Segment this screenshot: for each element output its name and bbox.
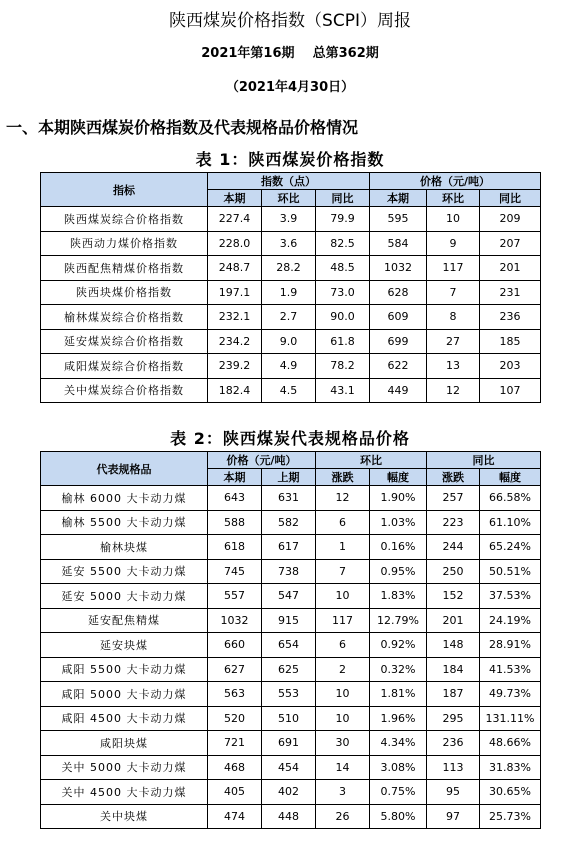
mom-change-cell: 3 xyxy=(316,780,370,805)
price-current-cell: 622 xyxy=(370,354,427,379)
index-current-cell: 248.7 xyxy=(208,256,262,281)
mom-change-cell: 12 xyxy=(316,486,370,511)
yoy-change-cell: 244 xyxy=(427,535,480,560)
index-yoy-cell: 73.0 xyxy=(316,280,370,305)
product-name-cell: 延安块煤 xyxy=(41,633,208,658)
report-title: 陕西煤炭价格指数（SCPI）周报 xyxy=(169,11,411,31)
price-yoy-cell: 107 xyxy=(480,378,541,403)
header-yoy-change: 涨跌 xyxy=(427,469,480,486)
mom-change-cell: 30 xyxy=(316,731,370,756)
yoy-change-cell: 201 xyxy=(427,608,480,633)
mom-pct-cell: 0.32% xyxy=(370,657,427,682)
mom-pct-cell: 1.81% xyxy=(370,682,427,707)
index-current-cell: 197.1 xyxy=(208,280,262,305)
header-index-current: 本期 xyxy=(208,190,262,207)
table-row xyxy=(41,354,541,379)
index-mom-cell: 4.9 xyxy=(262,354,316,379)
yoy-change-cell: 152 xyxy=(427,584,480,609)
indicator-name-cell: 陕西动力煤价格指数 xyxy=(41,231,208,256)
index-yoy-cell: 48.5 xyxy=(316,256,370,281)
table-row xyxy=(41,280,541,305)
index-yoy-cell: 61.8 xyxy=(316,329,370,354)
product-name-cell: 咸阳 5500 大卡动力煤 xyxy=(41,657,208,682)
index-yoy-cell: 82.5 xyxy=(316,231,370,256)
mom-change-cell: 10 xyxy=(316,584,370,609)
price-current-cell: 474 xyxy=(208,804,262,829)
indicator-name-cell: 陕西煤炭综合价格指数 xyxy=(41,207,208,232)
yoy-pct-cell: 131.11% xyxy=(480,706,541,731)
yoy-pct-cell: 49.73% xyxy=(480,682,541,707)
price-prev-cell: 631 xyxy=(262,486,316,511)
index-yoy-cell: 79.9 xyxy=(316,207,370,232)
product-name-cell: 榆林 5500 大卡动力煤 xyxy=(41,510,208,535)
mom-change-cell: 7 xyxy=(316,559,370,584)
issue-number: 2021年第16期 总第362期 xyxy=(201,46,379,61)
price-current-cell: 588 xyxy=(208,510,262,535)
price-yoy-cell: 185 xyxy=(480,329,541,354)
price-current-cell: 721 xyxy=(208,731,262,756)
indicator-name-cell: 关中煤炭综合价格指数 xyxy=(41,378,208,403)
header-product: 代表规格品 xyxy=(41,452,208,486)
price-current-cell: 627 xyxy=(208,657,262,682)
index-mom-cell: 3.9 xyxy=(262,207,316,232)
yoy-change-cell: 295 xyxy=(427,706,480,731)
price-prev-cell: 654 xyxy=(262,633,316,658)
price-yoy-cell: 209 xyxy=(480,207,541,232)
price-mom-cell: 10 xyxy=(427,207,480,232)
product-name-cell: 咸阳 5000 大卡动力煤 xyxy=(41,682,208,707)
product-name-cell: 延安 5500 大卡动力煤 xyxy=(41,559,208,584)
product-name-cell: 榆林 6000 大卡动力煤 xyxy=(41,486,208,511)
product-name-cell: 延安 5000 大卡动力煤 xyxy=(41,584,208,609)
index-current-cell: 239.2 xyxy=(208,354,262,379)
indicator-name-cell: 榆林煤炭综合价格指数 xyxy=(41,305,208,330)
price-index-table xyxy=(40,172,541,403)
price-current-cell: 405 xyxy=(208,780,262,805)
yoy-pct-cell: 25.73% xyxy=(480,804,541,829)
product-name-cell: 咸阳块煤 xyxy=(41,731,208,756)
table-row xyxy=(41,755,541,780)
mom-change-cell: 26 xyxy=(316,804,370,829)
product-name-cell: 榆林块煤 xyxy=(41,535,208,560)
price-yoy-cell: 203 xyxy=(480,354,541,379)
yoy-pct-cell: 61.10% xyxy=(480,510,541,535)
index-current-cell: 228.0 xyxy=(208,231,262,256)
header-price: 价格（元/吨） xyxy=(208,452,316,469)
price-prev-cell: 547 xyxy=(262,584,316,609)
product-price-table xyxy=(40,451,541,829)
yoy-pct-cell: 65.24% xyxy=(480,535,541,560)
product-name-cell: 关中 4500 大卡动力煤 xyxy=(41,780,208,805)
index-current-cell: 227.4 xyxy=(208,207,262,232)
index-yoy-cell: 78.2 xyxy=(316,354,370,379)
index-mom-cell: 3.6 xyxy=(262,231,316,256)
price-yoy-cell: 207 xyxy=(480,231,541,256)
table-row xyxy=(41,706,541,731)
price-current-cell: 660 xyxy=(208,633,262,658)
table-row xyxy=(41,682,541,707)
yoy-pct-cell: 31.83% xyxy=(480,755,541,780)
table-row xyxy=(41,804,541,829)
product-name-cell: 关中块煤 xyxy=(41,804,208,829)
header-mom-change: 涨跌 xyxy=(316,469,370,486)
product-name-cell: 咸阳 4500 大卡动力煤 xyxy=(41,706,208,731)
table-row xyxy=(41,329,541,354)
mom-pct-cell: 12.79% xyxy=(370,608,427,633)
mom-change-cell: 2 xyxy=(316,657,370,682)
yoy-pct-cell: 30.65% xyxy=(480,780,541,805)
mom-change-cell: 14 xyxy=(316,755,370,780)
indicator-name-cell: 延安煤炭综合价格指数 xyxy=(41,329,208,354)
header-price-current: 本期 xyxy=(370,190,427,207)
index-mom-cell: 9.0 xyxy=(262,329,316,354)
price-current-cell: 1032 xyxy=(208,608,262,633)
header-indicator: 指标 xyxy=(41,173,208,207)
header-price-yoy: 同比 xyxy=(480,190,541,207)
yoy-change-cell: 223 xyxy=(427,510,480,535)
table-row xyxy=(41,608,541,633)
price-mom-cell: 9 xyxy=(427,231,480,256)
indicator-name-cell: 陕西块煤价格指数 xyxy=(41,280,208,305)
table-row xyxy=(41,780,541,805)
price-prev-cell: 553 xyxy=(262,682,316,707)
mom-pct-cell: 1.03% xyxy=(370,510,427,535)
price-prev-cell: 691 xyxy=(262,731,316,756)
yoy-pct-cell: 24.19% xyxy=(480,608,541,633)
price-mom-cell: 117 xyxy=(427,256,480,281)
price-yoy-cell: 231 xyxy=(480,280,541,305)
index-mom-cell: 28.2 xyxy=(262,256,316,281)
index-current-cell: 182.4 xyxy=(208,378,262,403)
header-index: 指数（点） xyxy=(208,173,370,190)
price-prev-cell: 617 xyxy=(262,535,316,560)
table-row xyxy=(41,207,541,232)
price-current-cell: 468 xyxy=(208,755,262,780)
mom-pct-cell: 0.95% xyxy=(370,559,427,584)
indicator-name-cell: 陕西配焦精煤价格指数 xyxy=(41,256,208,281)
price-current-cell: 699 xyxy=(370,329,427,354)
table-row xyxy=(41,584,541,609)
price-mom-cell: 12 xyxy=(427,378,480,403)
price-current-cell: 643 xyxy=(208,486,262,511)
yoy-change-cell: 95 xyxy=(427,780,480,805)
header-yoy: 同比 xyxy=(427,452,541,469)
yoy-change-cell: 250 xyxy=(427,559,480,584)
table2-caption: 表 2：陕西煤炭代表规格品价格 xyxy=(170,429,410,448)
yoy-pct-cell: 48.66% xyxy=(480,731,541,756)
price-mom-cell: 27 xyxy=(427,329,480,354)
yoy-change-cell: 257 xyxy=(427,486,480,511)
mom-pct-cell: 1.90% xyxy=(370,486,427,511)
yoy-pct-cell: 50.51% xyxy=(480,559,541,584)
price-yoy-cell: 201 xyxy=(480,256,541,281)
section-heading: 一、本期陕西煤炭价格指数及代表规格品价格情况 xyxy=(6,118,359,137)
product-name-cell: 关中 5000 大卡动力煤 xyxy=(41,755,208,780)
price-prev-cell: 738 xyxy=(262,559,316,584)
yoy-change-cell: 187 xyxy=(427,682,480,707)
indicator-name-cell: 咸阳煤炭综合价格指数 xyxy=(41,354,208,379)
header-index-mom: 环比 xyxy=(262,190,316,207)
price-prev-cell: 510 xyxy=(262,706,316,731)
index-mom-cell: 2.7 xyxy=(262,305,316,330)
table-row xyxy=(41,256,541,281)
table-row xyxy=(41,231,541,256)
mom-change-cell: 10 xyxy=(316,706,370,731)
yoy-pct-cell: 28.91% xyxy=(480,633,541,658)
mom-pct-cell: 5.80% xyxy=(370,804,427,829)
price-prev-cell: 582 xyxy=(262,510,316,535)
price-prev-cell: 448 xyxy=(262,804,316,829)
price-current-cell: 618 xyxy=(208,535,262,560)
yoy-change-cell: 148 xyxy=(427,633,480,658)
yoy-change-cell: 113 xyxy=(427,755,480,780)
price-current-cell: 557 xyxy=(208,584,262,609)
mom-change-cell: 6 xyxy=(316,633,370,658)
mom-pct-cell: 0.92% xyxy=(370,633,427,658)
price-prev-cell: 625 xyxy=(262,657,316,682)
table-row xyxy=(41,378,541,403)
header-price: 价格（元/吨） xyxy=(370,173,541,190)
mom-pct-cell: 1.83% xyxy=(370,584,427,609)
mom-change-cell: 6 xyxy=(316,510,370,535)
header-yoy-pct: 幅度 xyxy=(480,469,541,486)
price-current-cell: 595 xyxy=(370,207,427,232)
price-current-cell: 563 xyxy=(208,682,262,707)
index-mom-cell: 4.5 xyxy=(262,378,316,403)
index-yoy-cell: 43.1 xyxy=(316,378,370,403)
yoy-pct-cell: 37.53% xyxy=(480,584,541,609)
header-prev: 上期 xyxy=(262,469,316,486)
price-mom-cell: 7 xyxy=(427,280,480,305)
price-prev-cell: 402 xyxy=(262,780,316,805)
header-price-mom: 环比 xyxy=(427,190,480,207)
price-current-cell: 745 xyxy=(208,559,262,584)
header-mom-pct: 幅度 xyxy=(370,469,427,486)
price-current-cell: 449 xyxy=(370,378,427,403)
header-index-yoy: 同比 xyxy=(316,190,370,207)
table-row xyxy=(41,486,541,511)
table-row xyxy=(41,510,541,535)
table-row xyxy=(41,633,541,658)
table-row xyxy=(41,535,541,560)
price-current-cell: 609 xyxy=(370,305,427,330)
mom-pct-cell: 1.96% xyxy=(370,706,427,731)
mom-change-cell: 1 xyxy=(316,535,370,560)
price-mom-cell: 8 xyxy=(427,305,480,330)
price-current-cell: 1032 xyxy=(370,256,427,281)
header-mom: 环比 xyxy=(316,452,427,469)
mom-change-cell: 10 xyxy=(316,682,370,707)
mom-pct-cell: 4.34% xyxy=(370,731,427,756)
header-current: 本期 xyxy=(208,469,262,486)
index-current-cell: 234.2 xyxy=(208,329,262,354)
report-date: （2021年4月30日） xyxy=(225,80,355,95)
index-current-cell: 232.1 xyxy=(208,305,262,330)
price-current-cell: 520 xyxy=(208,706,262,731)
price-prev-cell: 915 xyxy=(262,608,316,633)
mom-pct-cell: 0.75% xyxy=(370,780,427,805)
price-yoy-cell: 236 xyxy=(480,305,541,330)
product-name-cell: 延安配焦精煤 xyxy=(41,608,208,633)
mom-change-cell: 117 xyxy=(316,608,370,633)
price-mom-cell: 13 xyxy=(427,354,480,379)
yoy-change-cell: 184 xyxy=(427,657,480,682)
price-prev-cell: 454 xyxy=(262,755,316,780)
price-current-cell: 584 xyxy=(370,231,427,256)
yoy-change-cell: 97 xyxy=(427,804,480,829)
table-row xyxy=(41,657,541,682)
yoy-pct-cell: 66.58% xyxy=(480,486,541,511)
table1-caption: 表 1：陕西煤炭价格指数 xyxy=(195,150,385,169)
mom-pct-cell: 0.16% xyxy=(370,535,427,560)
index-mom-cell: 1.9 xyxy=(262,280,316,305)
yoy-change-cell: 236 xyxy=(427,731,480,756)
index-yoy-cell: 90.0 xyxy=(316,305,370,330)
mom-pct-cell: 3.08% xyxy=(370,755,427,780)
yoy-pct-cell: 41.53% xyxy=(480,657,541,682)
table-row xyxy=(41,731,541,756)
table-row xyxy=(41,305,541,330)
price-current-cell: 628 xyxy=(370,280,427,305)
table-row xyxy=(41,559,541,584)
